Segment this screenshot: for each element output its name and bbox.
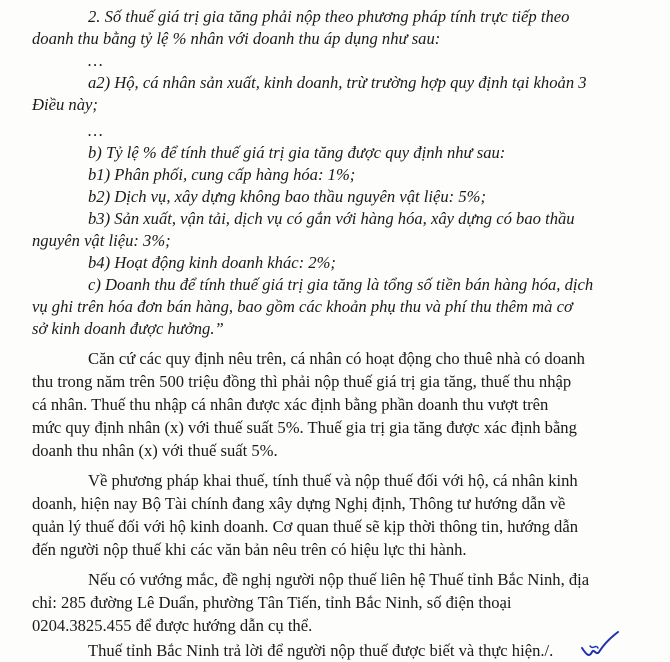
quote-line: Điều này; — [32, 95, 98, 114]
body-line: doanh thu nhân (x) với thuế suất 5%. — [32, 441, 278, 460]
quote-line: b1) Phân phối, cung cấp hàng hóa: 1%; — [88, 165, 356, 184]
quote-line: b3) Sản xuất, vận tải, dịch vụ có gắn với hàng hóa, xây dựng có bao thầu — [88, 209, 575, 228]
quote-line: 2. Số thuế giá trị gia tăng phải nộp theo phương pháp tính trực tiếp theo — [88, 7, 570, 26]
quote-line: … — [88, 51, 103, 70]
body-line: 0204.3825.455 để được hướng dẫn cụ thể. — [32, 616, 313, 635]
quote-line: c) Doanh thu để tính thuế giá trị gia tăng là tổng số tiền bán hàng hóa, dịch — [88, 275, 594, 294]
body-line: doanh, hiện nay Bộ Tài chính đang xây dựng Nghị định, Thông tư hướng dẫn về — [32, 494, 566, 513]
body-line: Nếu có vướng mắc, đề nghị người nộp thuế liên hệ Thuế tỉnh Bắc Ninh, địa — [88, 570, 590, 589]
quote-line: … — [88, 121, 103, 140]
body-line: chỉ: 285 đường Lê Duẩn, phường Tân Tiến, tỉnh Bắc Ninh, số điện thoại — [32, 593, 512, 612]
quote-line: nguyên vật liệu: 3%; — [32, 231, 171, 250]
quote-line: sở kinh doanh được hưởng.” — [32, 319, 224, 338]
body-line: Về phương pháp khai thuế, tính thuế và nộp thuế đối với hộ, cá nhân kinh — [88, 471, 578, 490]
quote-line: a2) Hộ, cá nhân sản xuất, kinh doanh, trừ trường hợp quy định tại khoản 3 — [88, 73, 587, 92]
body-line: mức quy định nhân (x) với thuế suất 5%. Thuế gia trị gia tăng được xác định bằng — [32, 418, 577, 437]
quote-line: b4) Hoạt động kinh doanh khác: 2%; — [88, 253, 336, 272]
closing-line: Thuế tỉnh Bắc Ninh trả lời để người nộp thuế được biết và thực hiện./. — [88, 641, 554, 660]
handwritten-signature-icon — [580, 630, 620, 660]
quote-line: b2) Dịch vụ, xây dựng không bao thầu nguyên vật liệu: 5%; — [88, 187, 486, 206]
quote-line: doanh thu bằng tỷ lệ % nhân với doanh thu áp dụng như sau: — [32, 29, 441, 48]
quote-line: b) Tỷ lệ % để tính thuế giá trị gia tăng được quy định như sau: — [88, 143, 506, 162]
body-line: cá nhân. Thuế thu nhập cá nhân được xác định bằng phần doanh thu vượt trên — [32, 395, 549, 414]
quote-line: vụ ghi trên hóa đơn bán hàng, bao gồm các khoản phụ thu và phí thu thêm mà cơ — [32, 297, 573, 316]
body-line: Căn cứ các quy định nêu trên, cá nhân có hoạt động cho thuê nhà có doanh — [88, 349, 585, 368]
body-line: thu trong năm trên 500 triệu đồng thì phải nộp thuế giá trị gia tăng, thuế thu nhập — [32, 372, 572, 391]
body-line: đến người nộp thuế khi các văn bản nêu trên có hiệu lực thi hành. — [32, 540, 467, 559]
body-line: quản lý thuế đối với hộ kinh doanh. Cơ quan thuế sẽ kịp thời thông tin, hướng dẫn — [32, 517, 579, 536]
